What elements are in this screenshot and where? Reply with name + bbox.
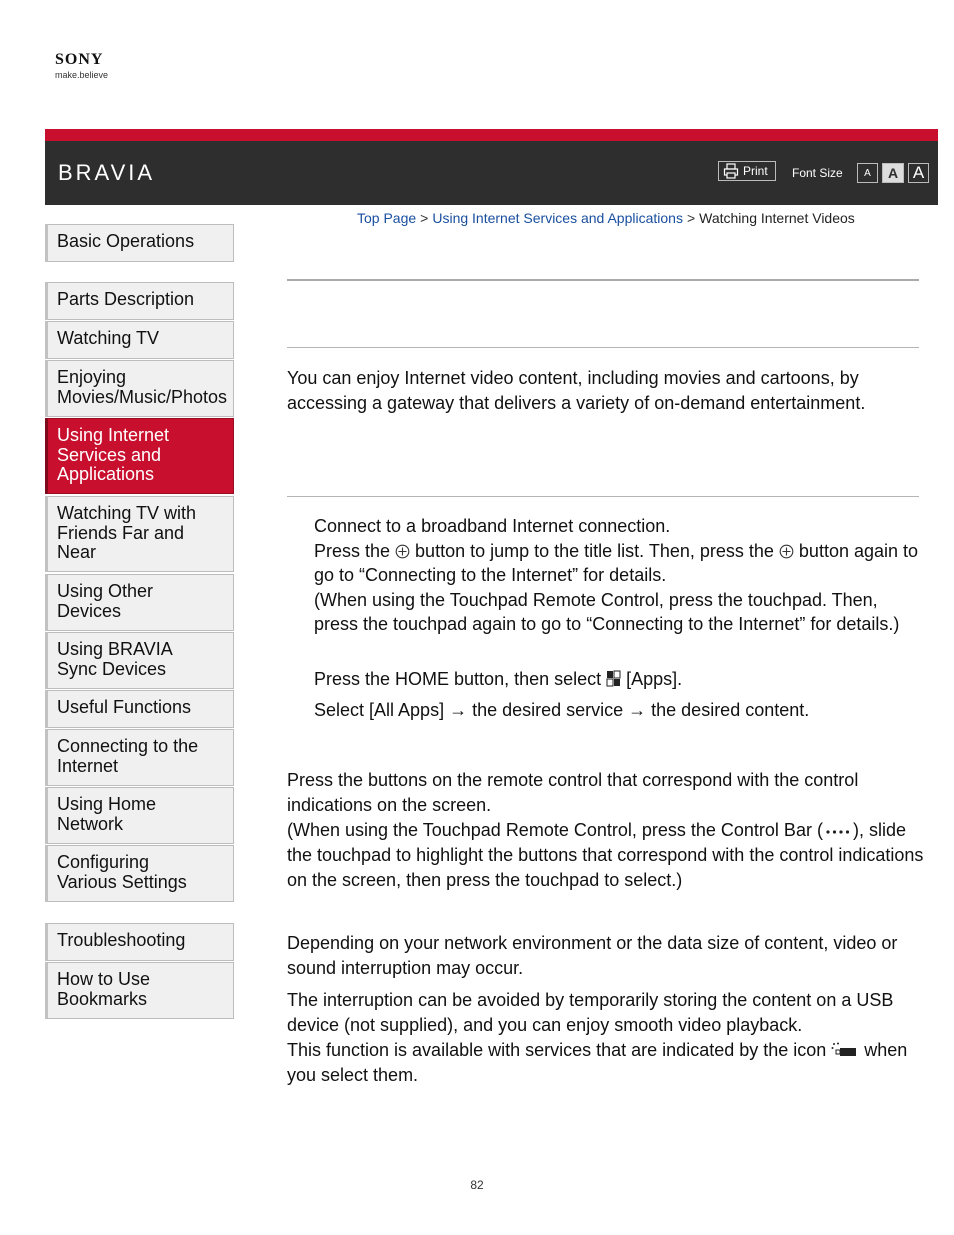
note-text-3b: when you select them. xyxy=(287,1040,908,1085)
note-paragraph-1: Depending on your network environment or the data size of content, video or sound interruption may occur. xyxy=(287,933,898,978)
intro-paragraph: You can enjoy Internet video content, including movies and cartoons, by accessing a gateway that delivers a variety of on-demand entertainment. xyxy=(287,368,866,413)
note-paragraph-2 xyxy=(287,988,927,1088)
sidebar-item-basic-operations[interactable]: Basic Operations xyxy=(45,224,234,262)
sidebar-item-watching-tv[interactable]: Watching TV xyxy=(45,321,234,359)
font-size-medium-button[interactable]: A xyxy=(882,163,904,183)
sidebar-item-enjoying-media[interactable]: Enjoying Movies/Music/Photos xyxy=(45,360,234,417)
sidebar-item-home-network[interactable]: Using Home Network xyxy=(45,787,234,844)
content-divider xyxy=(287,347,919,348)
step-1-touchpad-note: (When using the Touchpad Remote Control, press the touchpad. Then, press the touchpad again to go to “Connecting to the Internet” for details.) xyxy=(314,589,900,634)
step-1-text-c: button again to go to “Connecting to the Internet” for details. xyxy=(314,540,919,585)
breadcrumb xyxy=(357,209,855,227)
note-text-2: The interruption can be avoided by temporarily storing the content on a USB device (not supplied), and you can enjoy smooth video playback. xyxy=(287,990,894,1035)
font-size-small-button[interactable]: A xyxy=(857,163,878,183)
breadcrumb-section-link[interactable]: Using Internet Services and Applications xyxy=(432,210,683,226)
step-1-line-1: Connect to a broadband Internet connection. xyxy=(314,516,671,536)
step-1 xyxy=(314,514,924,637)
page-number: 82 xyxy=(470,1178,484,1192)
sidebar-item-internet-services[interactable]: Using Internet Services and Applications xyxy=(45,418,234,494)
control-text-1: Press the buttons on the remote control that correspond with the control indications on the screen. xyxy=(287,770,859,815)
product-name: BRAVIA xyxy=(58,160,156,185)
sidebar-item-bravia-sync[interactable]: Using BRAVIA Sync Devices xyxy=(45,632,234,689)
step-3: Select [All Apps] → the desired service → the desired content. xyxy=(314,700,810,720)
control-paragraph xyxy=(287,768,927,893)
step-2-text-b: [Apps]. xyxy=(621,669,683,689)
control-text-2a: (When using the Touchpad Remote Control, press the Control Bar ( xyxy=(287,820,823,840)
breadcrumb-separator: > xyxy=(686,210,696,226)
sidebar-item-bookmarks[interactable]: How to Use Bookmarks xyxy=(45,962,234,1019)
step-1-text-b: button to jump to the title list. Then, press the xyxy=(410,540,779,561)
link-button-icon xyxy=(395,544,410,559)
content-divider xyxy=(287,279,919,281)
control-text-2b: ), slide the touchpad to highlight the buttons that correspond with the control indications on the screen, then press the touchpad to select.) xyxy=(287,820,924,890)
breadcrumb-top-page-link[interactable]: Top Page xyxy=(357,210,417,226)
breadcrumb-separator: > xyxy=(420,210,429,226)
content-divider xyxy=(287,496,919,497)
apps-icon xyxy=(606,670,621,687)
font-size-large-button[interactable]: A xyxy=(908,163,929,183)
breadcrumb-current: Watching Internet Videos xyxy=(699,210,855,226)
sidebar-item-useful-functions[interactable]: Useful Functions xyxy=(45,690,234,728)
usb-cache-icon xyxy=(831,1042,859,1058)
font-size-label: Font Size xyxy=(792,166,843,180)
control-bar-icon xyxy=(823,826,853,838)
step-2 xyxy=(314,667,924,692)
header-bar xyxy=(45,129,938,205)
sidebar-item-troubleshooting[interactable]: Troubleshooting xyxy=(45,923,234,961)
sidebar-item-parts-description[interactable]: Parts Description xyxy=(45,282,234,320)
sony-logo xyxy=(55,52,108,80)
sidebar-item-watching-tv-with-friends[interactable]: Watching TV with Friends Far and Near xyxy=(45,496,234,572)
print-button[interactable] xyxy=(718,161,776,181)
step-1-text-a: Press the xyxy=(314,540,396,561)
link-button-icon xyxy=(779,544,794,559)
logo-tagline: make.believe xyxy=(55,70,109,80)
print-icon xyxy=(723,163,739,179)
print-label: Print xyxy=(743,164,768,178)
note-text-3a: This function is available with services that are indicated by the icon xyxy=(287,1040,832,1060)
sidebar-item-using-other-devices[interactable]: Using Other Devices xyxy=(45,574,234,631)
sidebar-item-connecting-internet[interactable]: Connecting to the Internet xyxy=(45,729,234,786)
step-2-text-a: Press the HOME button, then select xyxy=(314,669,607,689)
header-accent-stripe xyxy=(45,129,938,141)
logo-brand: SONY xyxy=(55,51,104,68)
sidebar-item-configuring-settings[interactable]: Configuring Various Settings xyxy=(45,845,234,902)
